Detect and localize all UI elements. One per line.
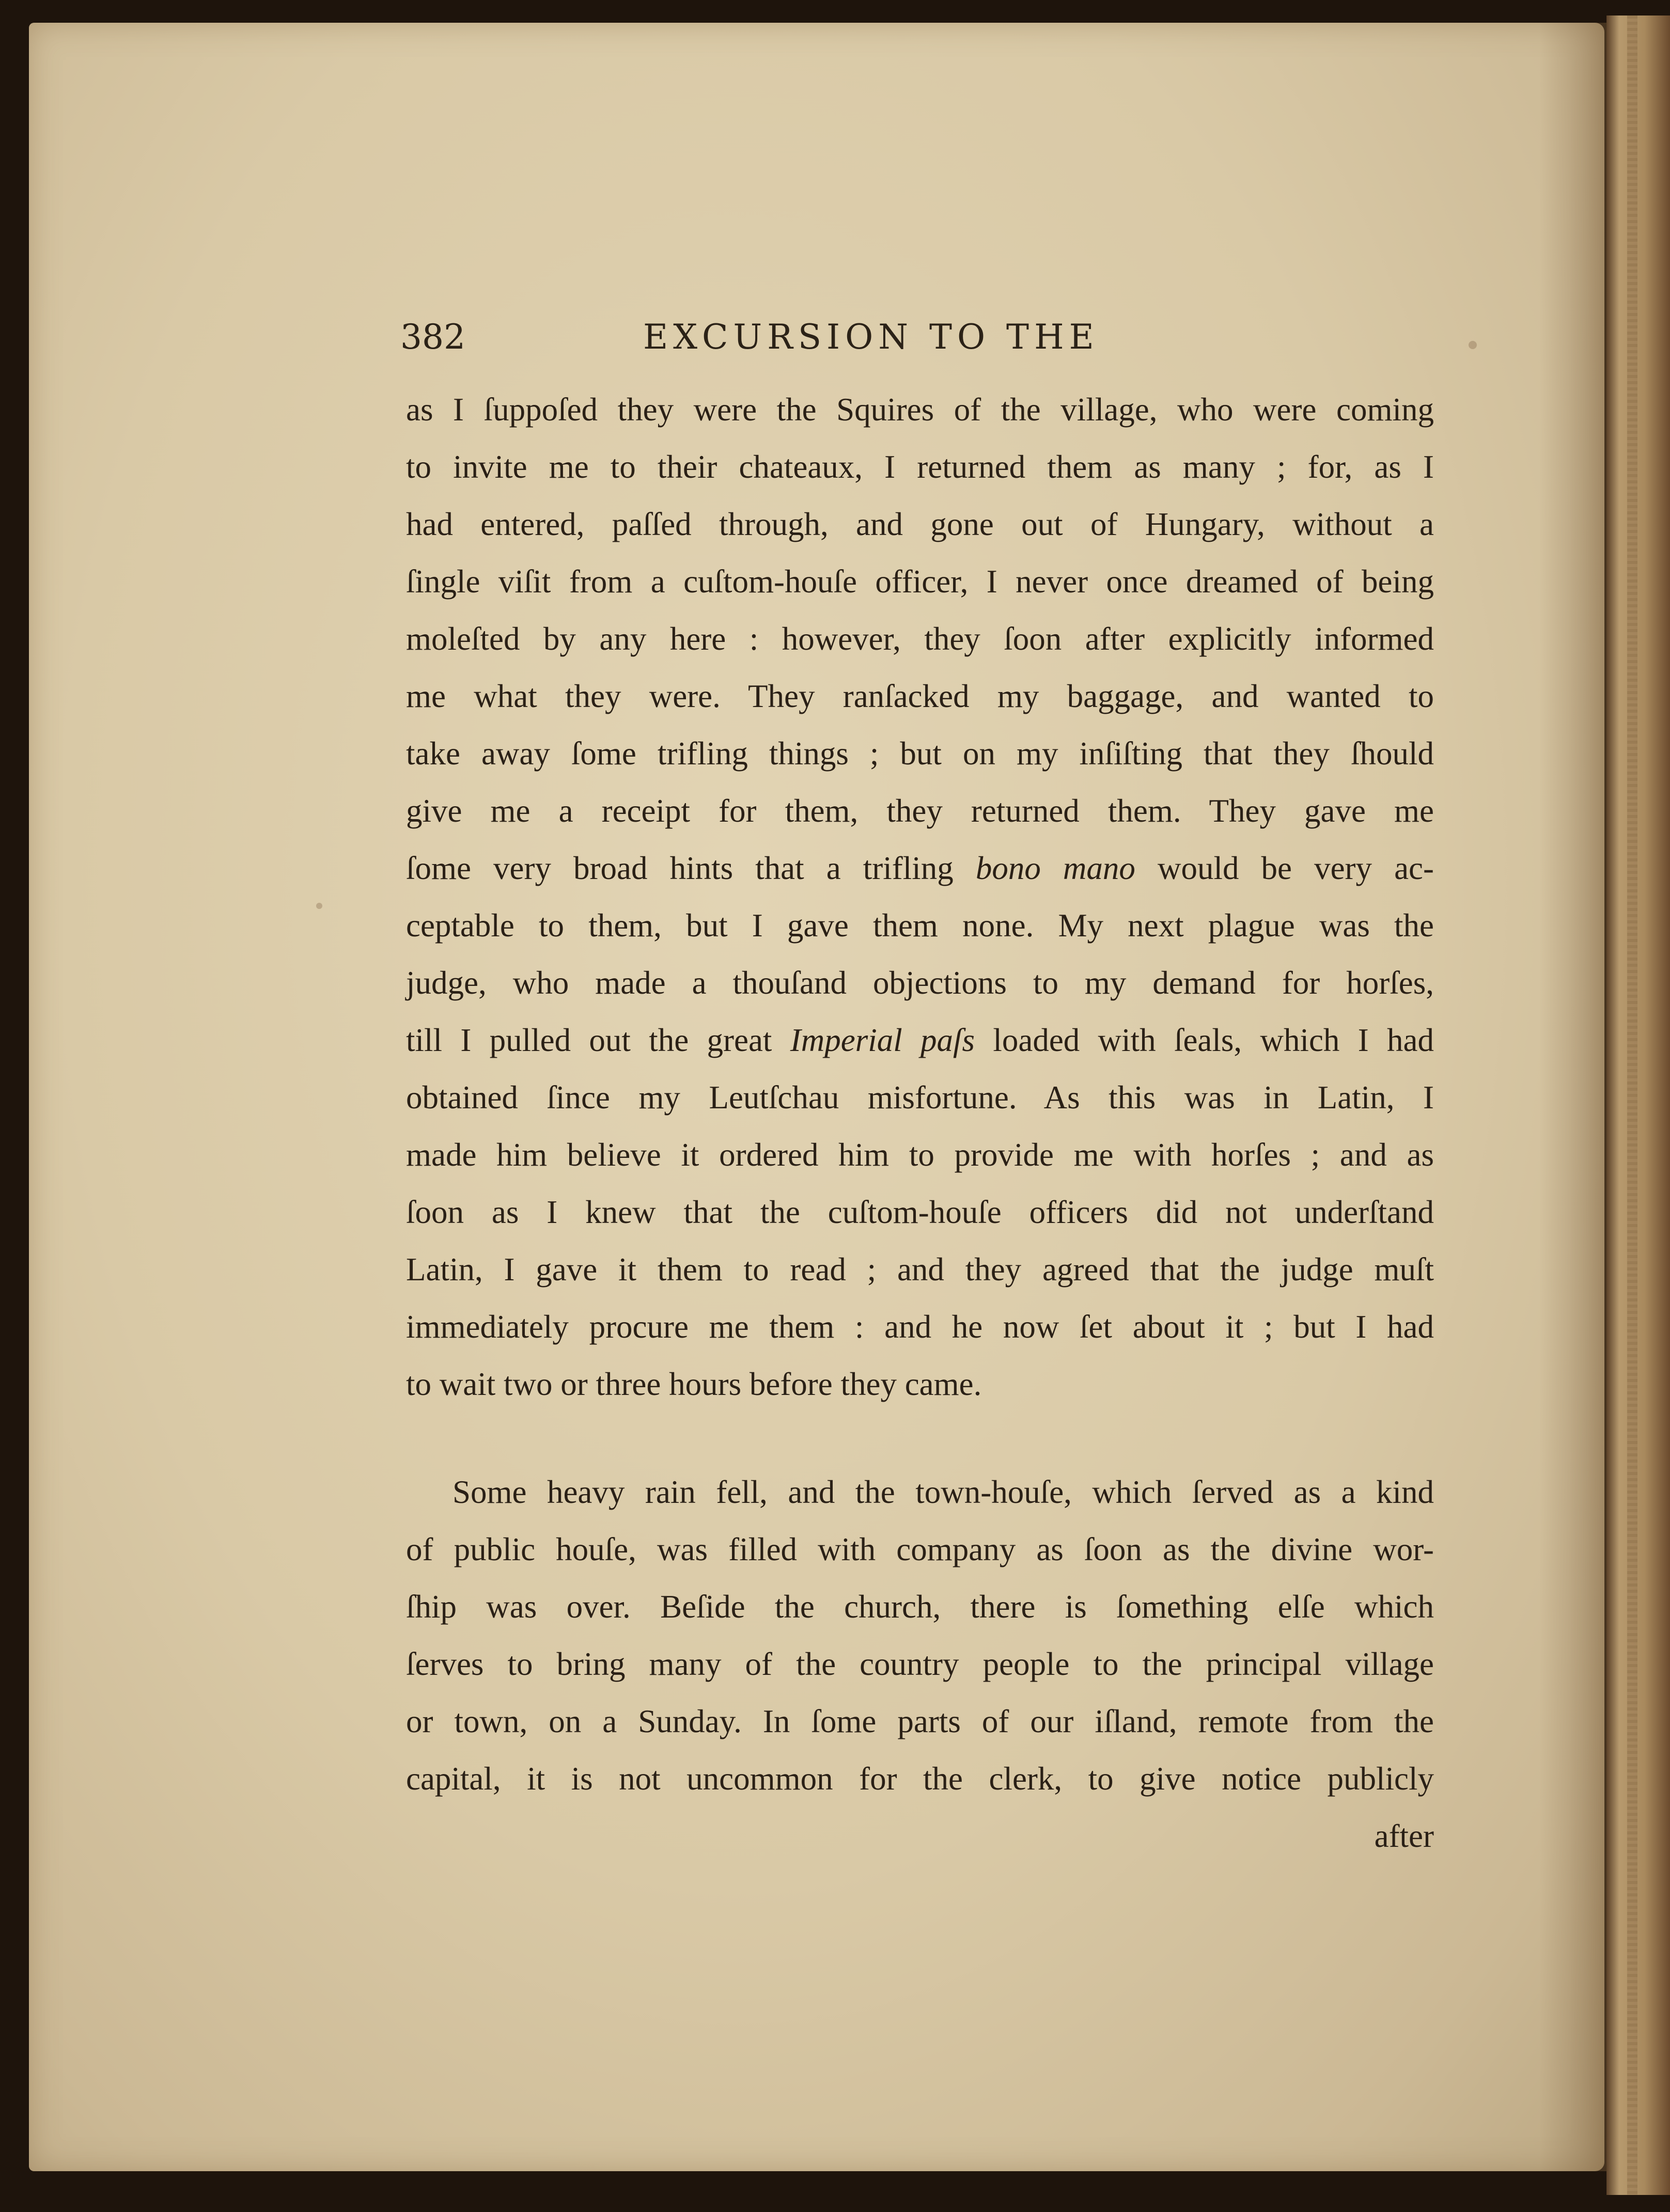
text-run: would be very ac- xyxy=(1135,850,1434,886)
text-run: ſome very broad hints that a trifling xyxy=(406,850,976,886)
adjacent-page-edge xyxy=(1606,15,1670,2195)
italic-phrase: bono mano xyxy=(975,850,1135,886)
running-head: EXCURSION TO THE xyxy=(643,317,1099,357)
page-header xyxy=(400,309,1175,366)
text-line xyxy=(406,840,1434,897)
page-number: 382 xyxy=(400,317,465,357)
text-line: me what they were. They ranſacked my baggage, and wanted to xyxy=(406,678,1434,714)
italic-phrase: Imperial paſs xyxy=(790,1022,975,1058)
text-line: made him believe it ordered him to provide me with horſes ; and as xyxy=(406,1137,1434,1173)
text-line: to invite me to their chateaux, I returned them as many ; for, as I xyxy=(406,449,1434,485)
text-run: till I pulled out the great xyxy=(406,1022,790,1058)
text-line: had entered, paſſed through, and gone out of Hungary, without a xyxy=(406,506,1434,542)
text-line: ceptable to them, but I gave them none. My next plague was the xyxy=(406,907,1434,944)
text-line xyxy=(406,1012,1434,1069)
page-edge-texture xyxy=(1627,15,1637,2195)
text-line: moleſted by any here : however, they ſoon after explicitly informed xyxy=(406,621,1434,657)
paragraph xyxy=(406,381,1434,1413)
page-gutter-shadow xyxy=(1539,23,1606,2171)
ink-speck xyxy=(316,903,322,909)
text-run: loaded with ſeals, which I had xyxy=(975,1022,1434,1058)
text-line: ſoon as I knew that the cuſtom-houſe officers did not underſtand xyxy=(406,1194,1434,1230)
text-line: as I ſuppoſed they were the Squires of the village, who were coming xyxy=(406,391,1434,428)
text-line: of public houſe, was filled with company as ſoon as the divine wor- xyxy=(406,1531,1434,1567)
text-line: Some heavy rain fell, and the town-houſe, which ſerved as a kind xyxy=(452,1474,1434,1510)
text-line: ſhip was over. Beſide the church, there is ſomething elſe which xyxy=(406,1589,1434,1625)
text-line: take away ſome trifling things ; but on my inſiſting that they ſhould xyxy=(406,735,1434,772)
text-line: obtained ſince my Leutſchau misfortune. As this was in Latin, I xyxy=(406,1079,1434,1116)
ink-speck xyxy=(1469,341,1477,349)
catchword: after xyxy=(1374,1818,1434,1854)
paragraph-break xyxy=(406,1413,1434,1464)
text-line: immediately procure me them : and he now ſet about it ; but I had xyxy=(406,1309,1434,1345)
text-line: judge, who made a thouſand objections to my demand for horſes, xyxy=(406,965,1434,1001)
paragraph xyxy=(406,1464,1434,1808)
text-line: or town, on a Sunday. In ſome parts of our iſland, remote from the xyxy=(406,1703,1434,1739)
text-line: ſingle viſit from a cuſtom-houſe officer, I never once dreamed of being xyxy=(406,563,1434,600)
text-line: give me a receipt for them, they returned them. They gave me xyxy=(406,793,1434,829)
text-line: ſerves to bring many of the country people to the principal village xyxy=(406,1646,1434,1682)
text-line: capital, it is not uncommon for the clerk, to give notice publicly xyxy=(406,1761,1434,1797)
text-line: Latin, I gave it them to read ; and they agreed that the judge muſt xyxy=(406,1251,1434,1288)
body-text xyxy=(406,381,1434,1865)
text-line: to wait two or three hours before they came. xyxy=(406,1366,982,1402)
